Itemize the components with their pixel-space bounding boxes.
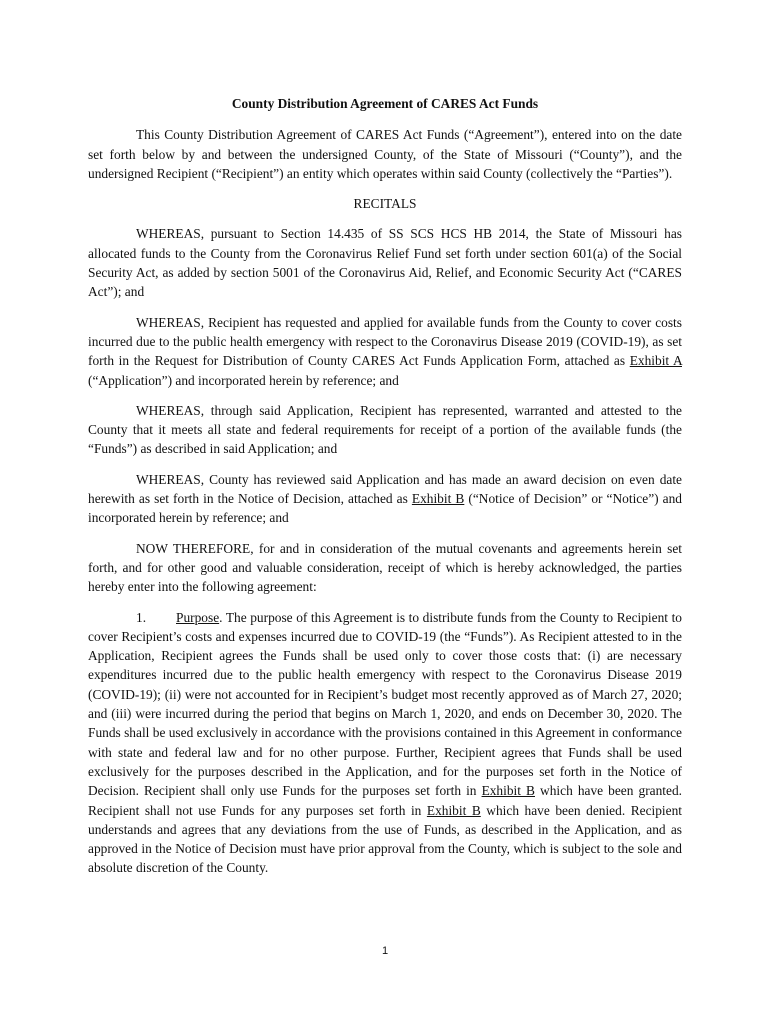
section-1-text-c: which have been denied. Recipient understands and agrees that any deviations from the use of Funds, as described in the Application, and as approved in the Notice of Decision must have prior approval from the County, which is subject to the sole and absolute discretion of the County.	[88, 802, 683, 876]
section-1-number: 1.	[136, 609, 147, 625]
section-1-heading: Purpose	[176, 609, 220, 625]
document-title: County Distribution Agreement of CARES Act Funds	[231, 96, 539, 111]
whereas-paragraph-2	[88, 313, 682, 390]
whereas-4-text-after: (“Notice of Decision” or “Notice”) and incorporated herein by reference; and	[88, 491, 682, 526]
section-1-text-b: which have been granted. Recipient shall not use Funds for any purposes set forth in	[88, 783, 682, 818]
whereas-4-text-before: WHEREAS, County has reviewed said Application and has made an award decision on even date herewith as set forth in the Notice of Decision, attached as	[88, 471, 682, 507]
exhibit-b-reference: Exhibit B	[411, 491, 465, 507]
whereas-2-text-before: WHEREAS, Recipient has requested and applied for available funds from the County to cover costs incurred due to the public health emergency with respect to the Coronavirus Disease 2019 (COVID-19), as set forth in the Request for Distribution of County CARES Act Funds Application Form, attached as	[88, 314, 682, 369]
document-body	[88, 94, 682, 889]
whereas-paragraph-1: WHEREAS, pursuant to Section 14.435 of SS SCS HCS HB 2014, the State of Missouri has allocated funds to the County from the Coronavirus Relief Fund set forth under section 601(a) of the Social Security Act, as added by section 5001 of the Coronavirus Aid, Relief, and Economic Security Act (“CARES Act”); and	[88, 226, 682, 300]
section-1-exhibit-b-reference-1: Exhibit B	[481, 783, 535, 799]
exhibit-a-reference: Exhibit A	[629, 353, 682, 369]
section-1-exhibit-b-reference-2: Exhibit B	[426, 802, 481, 818]
page-number: 1	[381, 945, 389, 957]
whereas-2-text-after: (“Application”) and incorporated herein by reference; and	[88, 372, 399, 388]
whereas-paragraph-4	[88, 470, 682, 528]
intro-paragraph: This County Distribution Agreement of CARES Act Funds (“Agreement”), entered into on the date set forth below by and between the undersigned County, of the State of Missouri (“County”), and the undersigned Recipient (“Recipient”) an entity which operates within said County (collectively the “Parties”).	[88, 127, 682, 181]
section-1-text-a: . The purpose of this Agreement is to distribute funds from the County to Recipient to cover Recipient’s costs and expenses incurred due to COVID-19 (the “Funds”). As Recipient attested to in the Application, Recipient agrees the Funds shall be used only to cover those costs that: (i) are necessary expenditures incurred due to the public health emergency with respect to the Coronavirus Disease 2019 (COVID-19); (ii) were not accounted for in Recipient’s budget most recently approved as of March 27, 2020; and (iii) were incurred during the period that begins on March 1, 2020, and ends on December 30, 2020. The Funds shall be used exclusively in accordance with the provisions contained in this Agreement in conformance with state and federal law and for no other purpose. Further, Recipient agrees that Funds shall be used exclusively for the purposes described in the Application, and for the purposes set forth in the Notice of Decision. Recipient shall only use Funds for the purposes set forth in	[88, 609, 682, 799]
now-therefore-paragraph: NOW THEREFORE, for and in consideration of the mutual covenants and agreements herein set forth, and for other good and valuable consideration, receipt of which is hereby acknowledged, the parties hereby enter into the following agreement:	[88, 540, 682, 595]
whereas-paragraph-3: WHEREAS, through said Application, Recipient has represented, warranted and attested to the County that it meets all state and federal requirements for receipt of a portion of the available funds (the “Funds”) as described in said Application; and	[88, 402, 682, 457]
recitals-heading: RECITALS	[353, 196, 417, 212]
section-1-purpose	[88, 608, 682, 878]
